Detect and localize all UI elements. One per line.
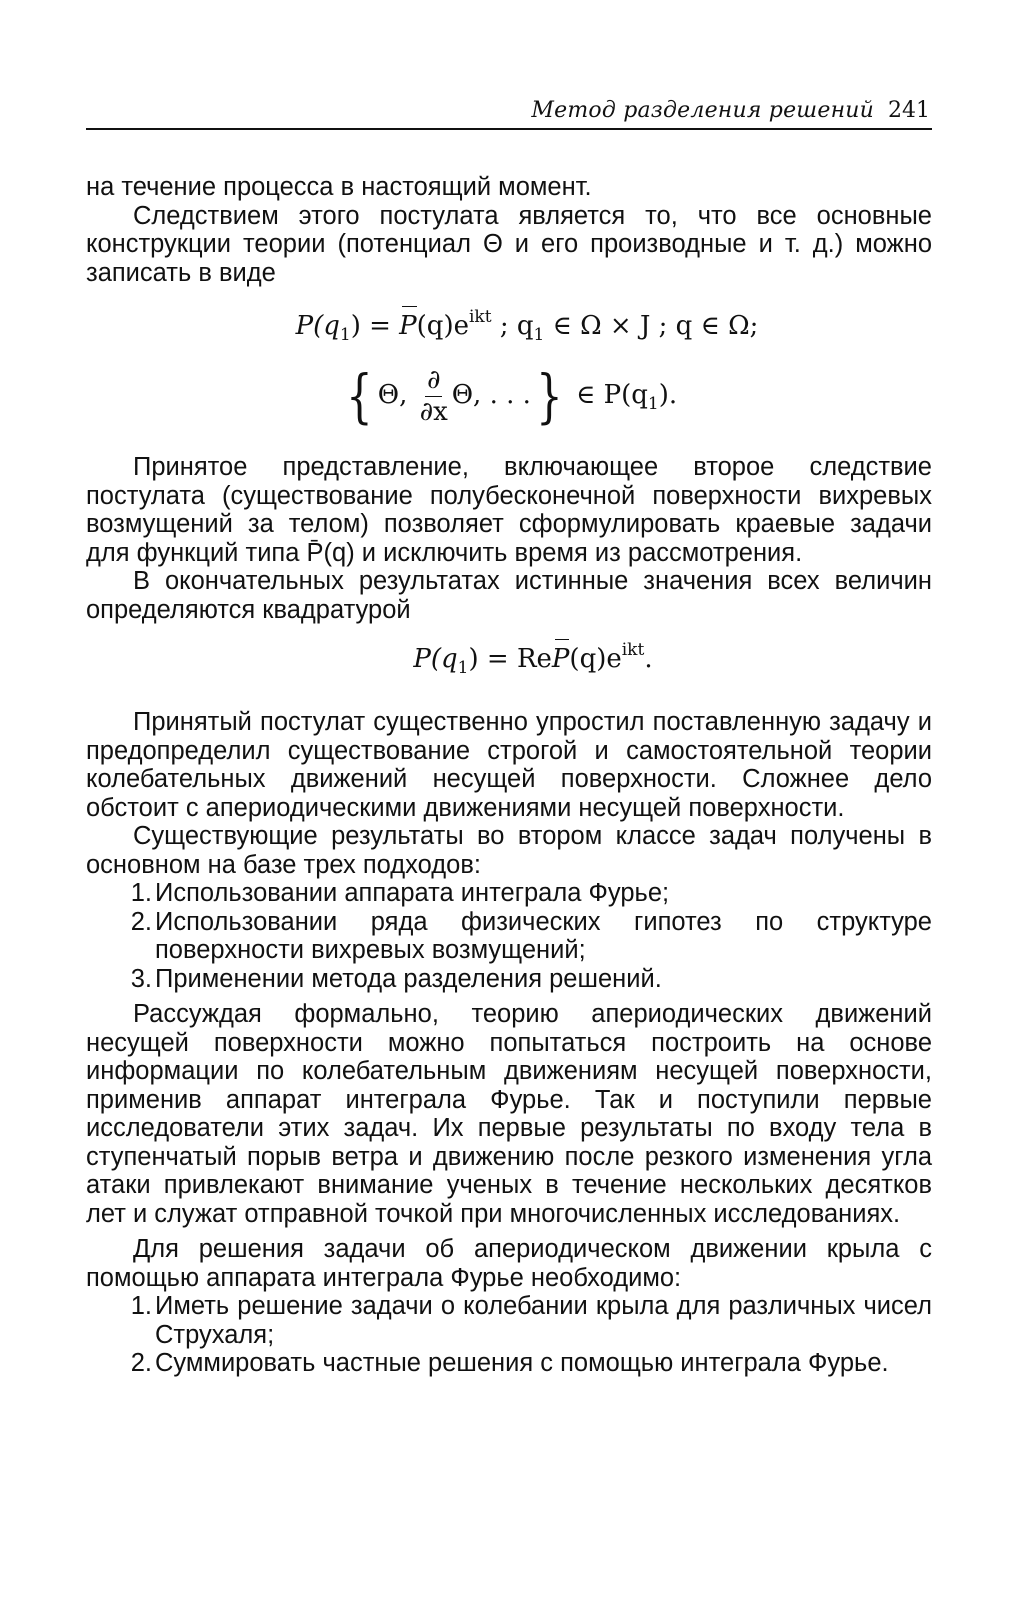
approaches-list [86,879,932,993]
running-title: Метод разделения решений [531,98,874,123]
list-item-text: Применении метода разделения решений. [155,964,662,993]
list-item-number: 2. [130,1349,152,1377]
formula-part: Θ, . . . [451,380,531,410]
formula-part: ). [658,380,678,410]
formula-subscript: 1 [533,325,545,345]
paragraph-postulate-simplified: Принятый постулат существенно упростил поставленную задачу и предопределил существование строгой и самостоятельной теории колебательных движений несущей поверхности. Сложнее дело обстоит с апериодическими движениями несущей поверхности. [86,708,932,822]
formula-part: ) = Re [468,644,552,674]
left-brace-symbol: { [346,362,373,430]
fraction-denominator: ∂x [419,397,448,427]
paragraph-accepted-representation: Принятое представление, включающее второе следствие постулата (существование полубесконечной поверхности вихревых возмущений за телом) позволяет сформулировать краевые задачи для функций типа P̄(q) и исключить время из рассмотрения. [86,453,932,567]
list-item-text: Суммировать частные решения с помощью интеграла Фурье. [155,1349,889,1377]
paragraph-spacer [86,993,932,1000]
formula-real-part [134,640,932,687]
list-item [86,879,932,908]
formula-subscript: 1 [457,658,469,678]
formula-part: (q)e [416,311,469,341]
list-item [86,965,932,994]
list-item-text: Иметь решение задачи о колебании крыла для различных чисел Струхаля; [155,1292,932,1349]
formula-exponent: ikt [468,307,492,327]
requirements-list [86,1292,932,1378]
list-item [86,1292,932,1349]
formula-part: ; q [491,311,534,341]
list-item-number: 3. [130,964,152,993]
formula-p-bar: P [399,311,417,341]
formula-part: ∈ P(q [567,380,648,410]
list-item-number: 1. [130,879,152,907]
list-item-text: Использовании аппарата интеграла Фурье; [155,879,670,907]
paragraph-three-approaches: Существующие результаты во втором классе задач получены в основном на базе трех подходов: [86,822,932,879]
right-brace-symbol: } [536,362,563,430]
formula-part: P(q [295,311,340,341]
paragraph-continuation: на течение процесса в настоящий момент. [86,173,592,201]
page-body [86,173,932,1378]
formula-part: . [644,644,653,674]
formula-part: (q)e [569,644,622,674]
formula-part: P(q [413,644,458,674]
list-item [86,908,932,965]
list-item [86,1349,932,1378]
paragraph-final-results: В окончательных результатах истинные значения всех величин определяются квадратурой [86,567,932,624]
page-number: 241 [888,98,930,123]
running-header [86,92,932,130]
formula-p-bar: P [551,644,570,674]
partial-derivative-fraction [418,367,450,425]
list-item-number: 2. [130,907,152,936]
formula-part: Θ, [377,380,416,410]
list-item-number: 1. [130,1292,152,1320]
formula-part: ) = [350,311,400,341]
list-item-text: Использовании ряда физических гипотез по структуре поверхности вихревых возмущений; [155,907,932,964]
formula-exponent: ikt [621,640,645,660]
formula-theta-set [86,362,932,431]
paragraph-postulate-consequence: Следствием этого постулата является то, что все основные конструкции теории (потенциал Θ и его производные и т. д.) можно записать в виде [86,201,932,287]
paragraph-formal-reasoning: Рассуждая формально, теорию апериодических движений несущей поверхности можно попытаться построить на основе информации по колебательным движениям несущей поверхности, применив аппарат интеграла Фурье. Так и поступили первые исследователи этих задач. Их первые результаты по входу тела в ступенчатый порыв ветра и движению после резкого изменения угла атаки привлекают внимание ученых в течение нескольких десятков лет и служат отправной точкой при многочисленных исследованиях. [86,1000,932,1228]
paragraph-fourier-requirements: Для решения задачи об апериодическом движении крыла с помощью аппарата интеграла Фурье необходимо: [86,1235,932,1292]
formula-p-of-q1 [122,307,932,356]
formula-subscript: 1 [339,325,351,345]
formula-subscript: 1 [647,394,659,414]
formula-part: ∈ Ω × J ; q ∈ Ω; [544,311,759,341]
fraction-numerator: ∂ [426,365,441,395]
paragraph-spacer [86,1228,932,1235]
